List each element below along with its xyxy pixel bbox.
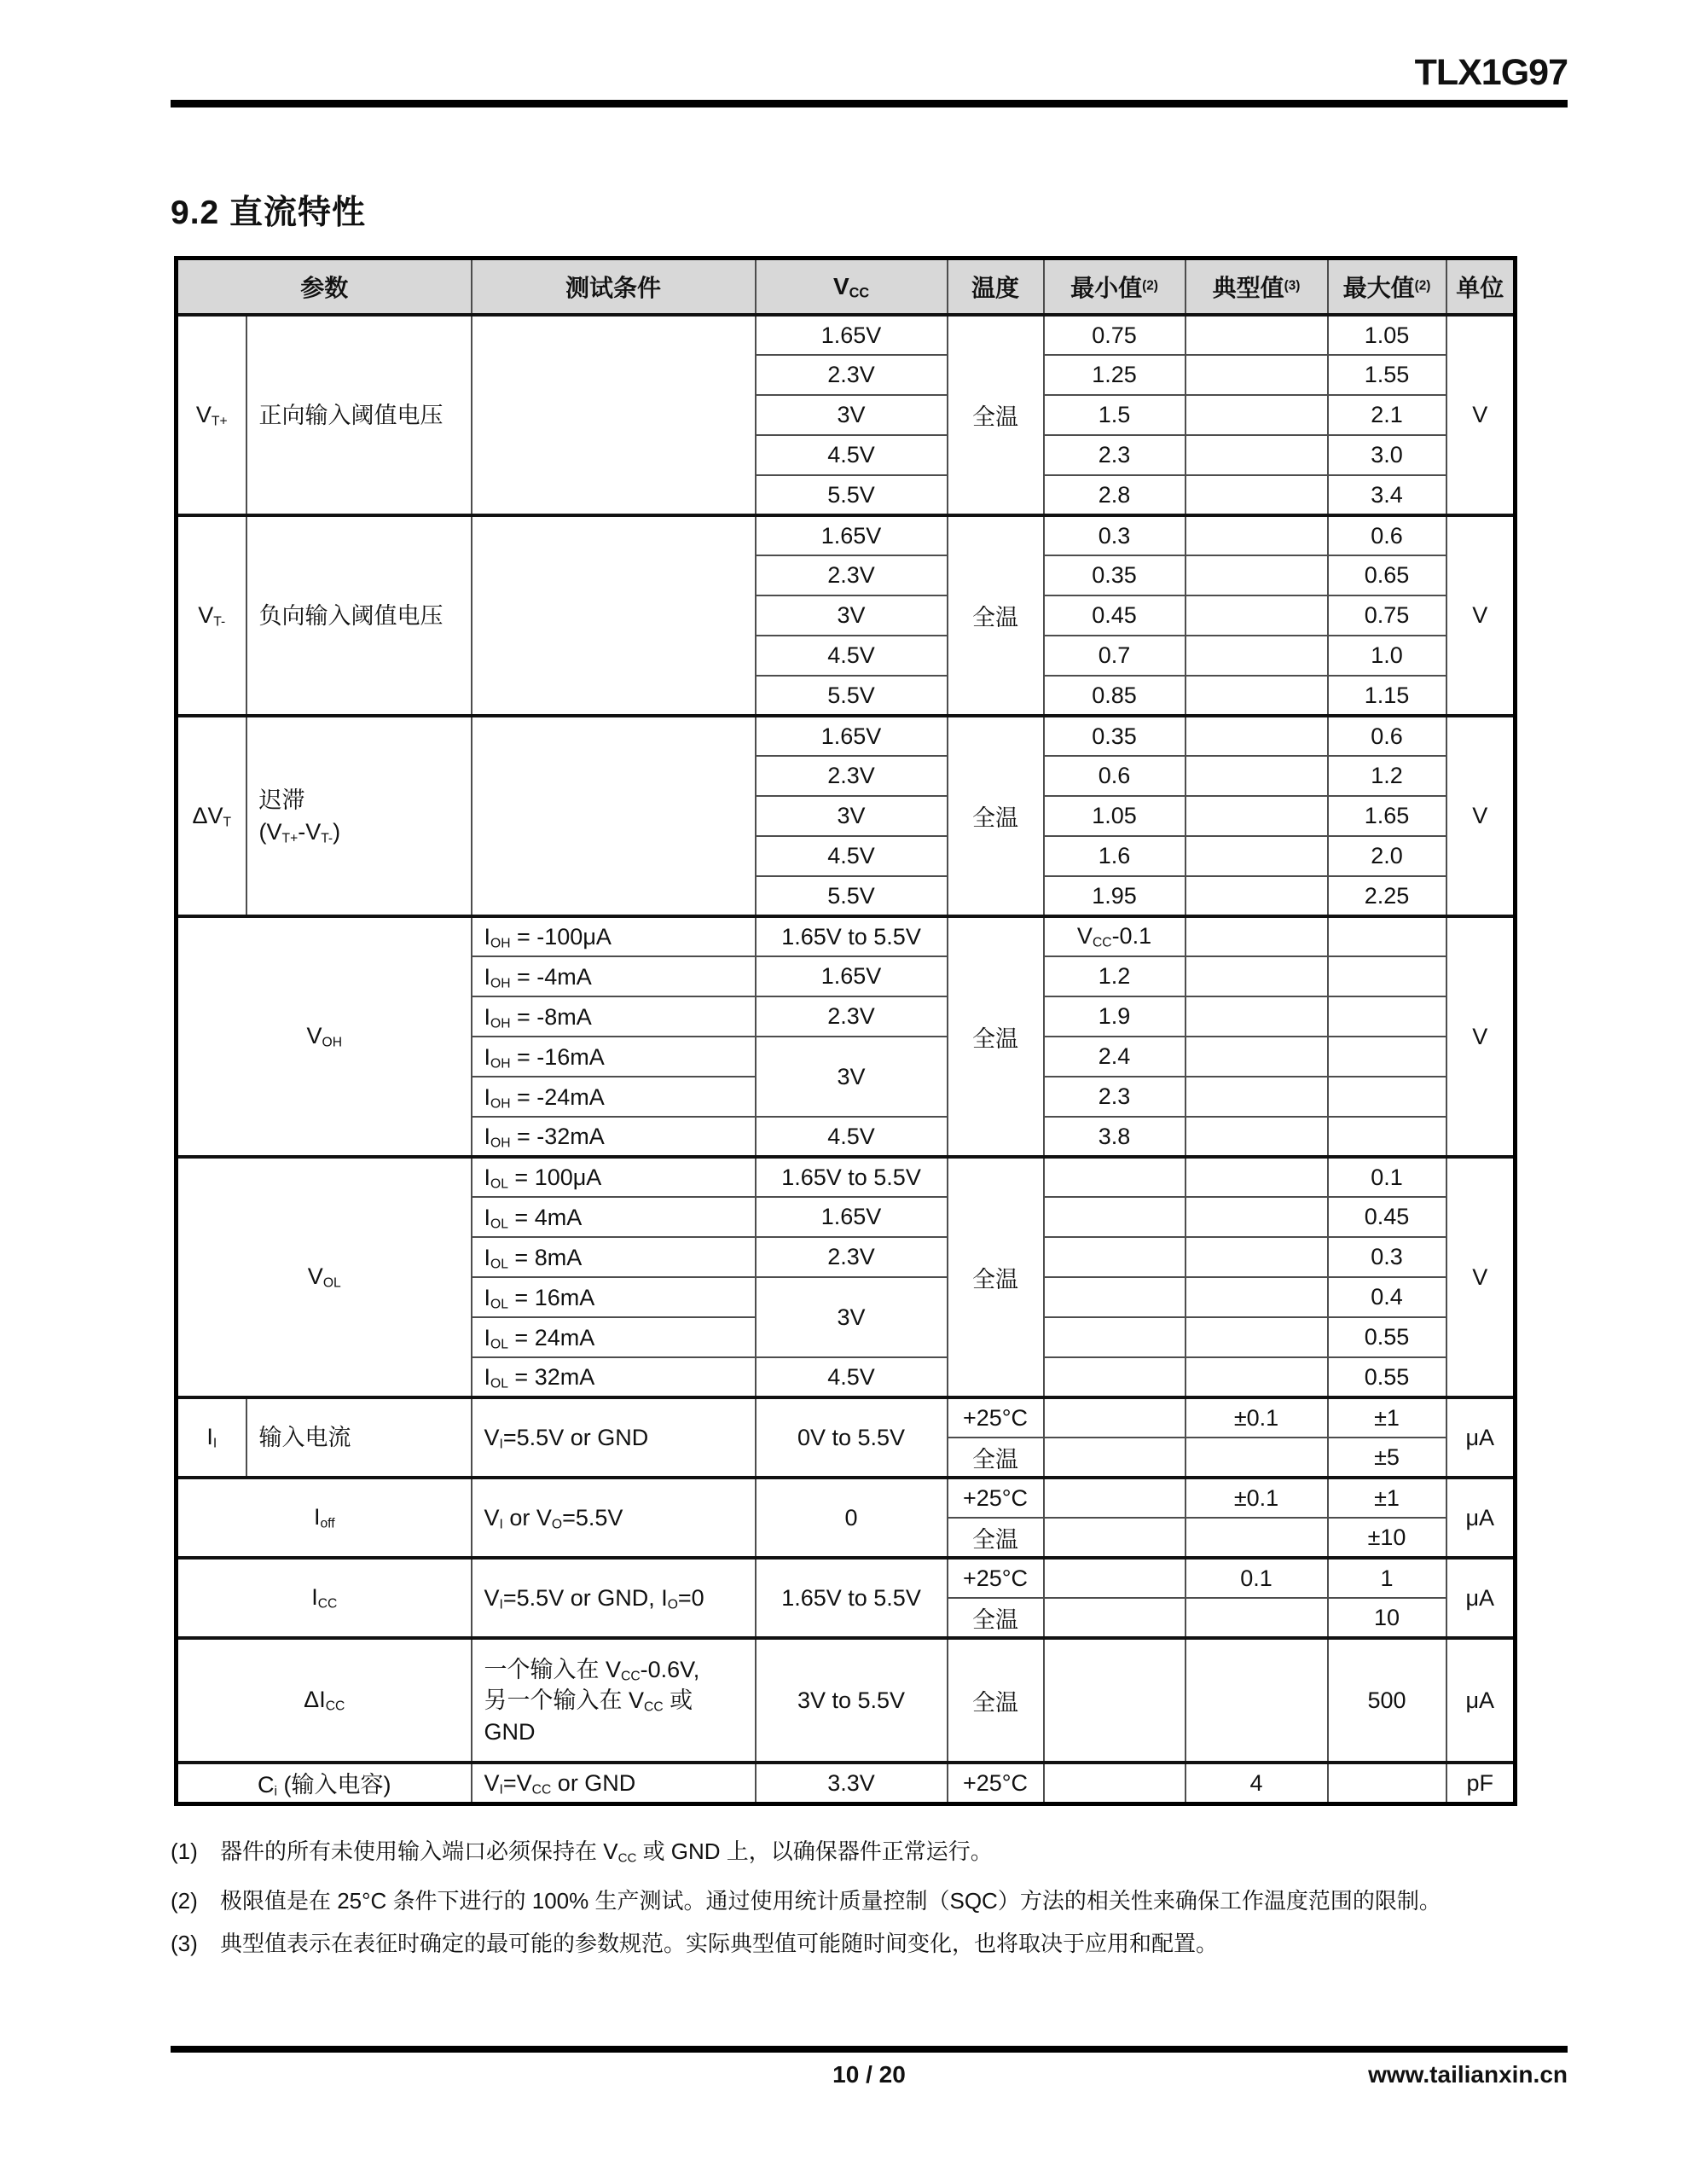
table-cell <box>1186 1157 1328 1197</box>
table-cell <box>1328 1117 1446 1157</box>
table-cell: ±1 <box>1328 1478 1446 1518</box>
table-cell: 一个输入在 $V_{CC}-0.6V$, 另一个输入在 $V_{CC}$ 或 GND <box>472 1638 756 1763</box>
table-cell <box>472 716 756 916</box>
table-cell: 0.6 <box>1328 716 1446 756</box>
table-cell <box>1186 756 1328 796</box>
table-cell: 3.8 <box>1044 1117 1186 1157</box>
table-cell: 0.6 <box>1044 756 1186 796</box>
table-row <box>177 1397 1516 1438</box>
table-row <box>177 1478 1516 1518</box>
table-row <box>177 1157 1516 1197</box>
table-cell: 1.65V to 5.5V <box>756 916 948 956</box>
table-cell: 2.4 <box>1044 1037 1186 1077</box>
table-cell: 1.65V to 5.5V <box>756 1157 948 1197</box>
table-cell: 0.35 <box>1044 555 1186 595</box>
table-wrapper <box>174 256 1687 1805</box>
table-cell: μA <box>1446 1397 1516 1478</box>
table-cell: $I_{OH} = -24mA$ <box>472 1077 756 1117</box>
table-cell: V <box>1446 916 1516 1157</box>
table-cell: ±10 <box>1328 1518 1446 1558</box>
table-cell <box>1186 916 1328 956</box>
table-cell: 1.65V <box>756 1197 948 1237</box>
table-cell: $\Delta I_{CC}$ <box>177 1638 472 1763</box>
table-cell: 3V to 5.5V <box>756 1638 948 1763</box>
table-cell: $I_{CC}$ <box>177 1558 472 1638</box>
table-cell: 2.3V <box>756 555 948 595</box>
table-cell: $I_{OH} = -8mA$ <box>472 996 756 1037</box>
table-row <box>177 1638 1516 1763</box>
table-cell <box>1328 1077 1446 1117</box>
website-text: www.tailianxin.cn <box>1368 2061 1568 2088</box>
table-cell <box>1328 916 1446 956</box>
table-cell: 1.0 <box>1328 636 1446 676</box>
table-cell: 5.5V <box>756 676 948 716</box>
table-body <box>177 315 1516 1804</box>
table-cell <box>1044 1397 1186 1438</box>
table-cell: 2.3 <box>1044 435 1186 475</box>
table-cell <box>1044 1438 1186 1478</box>
table-cell <box>1328 956 1446 996</box>
table-cell: 0.45 <box>1328 1197 1446 1237</box>
table-cell: 1.05 <box>1328 315 1446 355</box>
table-cell: $V_{OL}$ <box>177 1157 472 1397</box>
table-cell: 4.5V <box>756 1357 948 1397</box>
table-cell: $V_{T+}$ <box>177 315 246 515</box>
table-cell: V <box>1446 315 1516 515</box>
table-cell <box>1186 435 1328 475</box>
section-title: 9.2 直流特性 <box>171 195 367 232</box>
table-cell: 0.7 <box>1044 636 1186 676</box>
table-cell: +25°C <box>948 1558 1044 1598</box>
table-cell: $V_{OH}$ <box>177 916 472 1157</box>
table-cell <box>1186 1438 1328 1478</box>
table-cell <box>1044 1478 1186 1518</box>
table-cell: 全温 <box>948 515 1044 716</box>
table-cell: 3.0 <box>1328 435 1446 475</box>
table-cell: 1.65V <box>756 515 948 555</box>
table-cell <box>1186 1077 1328 1117</box>
table-cell: $V_I=5.5V$ or GND, $I_O=0$ <box>472 1558 756 1638</box>
table-cell: $I_{OL} = 4mA$ <box>472 1197 756 1237</box>
table-cell: 4.5V <box>756 636 948 676</box>
table-cell: $I_{OL} = 24mA$ <box>472 1317 756 1357</box>
table-cell <box>1186 1237 1328 1277</box>
table-cell: 3V <box>756 595 948 636</box>
table-row <box>177 515 1516 555</box>
table-cell <box>1186 555 1328 595</box>
footnote-text: 典型值表示在表征时确定的最可能的参数规范。实际典型值可能随时间变化，也将取决于应用和配置。 <box>220 1931 1219 1957</box>
table-cell: 10 <box>1328 1598 1446 1638</box>
table-cell: 0.75 <box>1044 315 1186 355</box>
table-cell: 1.5 <box>1044 395 1186 435</box>
table-cell: ±0.1 <box>1186 1397 1328 1438</box>
table-cell: 4.5V <box>756 435 948 475</box>
table-cell <box>1186 595 1328 636</box>
table-cell: 5.5V <box>756 475 948 515</box>
table-cell: 5.5V <box>756 876 948 916</box>
table-cell: μA <box>1446 1638 1516 1763</box>
table-cell: 1.65V <box>756 956 948 996</box>
table-cell: $I_{OH} = -100\mu A$ <box>472 916 756 956</box>
table-cell <box>1186 355 1328 395</box>
table-cell: 0.3 <box>1328 1237 1446 1277</box>
table-cell <box>1044 1558 1186 1598</box>
table-cell: ±0.1 <box>1186 1478 1328 1518</box>
header-rule <box>171 100 1568 107</box>
table-cell: 0 <box>756 1478 948 1558</box>
table-cell <box>1186 956 1328 996</box>
footnote <box>171 1879 1636 1922</box>
column-header: 最小值$^{(2)}$ <box>1044 258 1186 316</box>
table-row <box>177 315 1516 355</box>
table-cell: 0.1 <box>1328 1157 1446 1197</box>
table-cell: 3V <box>756 796 948 836</box>
footnote <box>171 1922 1636 1965</box>
table-cell: μA <box>1446 1478 1516 1558</box>
column-header: $V_{CC}$ <box>756 258 948 316</box>
table-cell: 0.55 <box>1328 1357 1446 1397</box>
table-cell: 1.95 <box>1044 876 1186 916</box>
table-cell: 2.25 <box>1328 876 1446 916</box>
table-cell <box>1186 1638 1328 1763</box>
table-cell: 2.3V <box>756 996 948 1037</box>
table-cell: 负向输入阈值电压 <box>246 515 472 716</box>
table-cell <box>1044 1317 1186 1357</box>
column-header: 温度 <box>948 258 1044 316</box>
table-cell: 1.05 <box>1044 796 1186 836</box>
table-cell: 1.65 <box>1328 796 1446 836</box>
dc-characteristics-table <box>174 256 1517 1805</box>
document-number: TLX1G97 <box>1414 52 1568 93</box>
table-cell: 0.55 <box>1328 1317 1446 1357</box>
table-cell: $I_{OL} = 32mA$ <box>472 1357 756 1397</box>
table-cell <box>1044 1157 1186 1197</box>
table-cell: 0.3 <box>1044 515 1186 555</box>
column-header: 参数 <box>177 258 472 316</box>
table-cell: 4.5V <box>756 1117 948 1157</box>
table-cell: 全温 <box>948 1638 1044 1763</box>
table-cell: 1.6 <box>1044 836 1186 876</box>
table-cell <box>1044 1638 1186 1763</box>
table-cell: +25°C <box>948 1478 1044 1518</box>
table-cell: $I_{OH} = -4mA$ <box>472 956 756 996</box>
table-cell <box>1186 475 1328 515</box>
table-cell <box>1186 796 1328 836</box>
table-cell: $V_I=5.5V$ or GND <box>472 1397 756 1478</box>
table-cell: pF <box>1446 1763 1516 1804</box>
table-cell: 0.1 <box>1186 1558 1328 1598</box>
page-indicator: 10 / 20 <box>832 2061 906 2088</box>
table-cell: $I_{OH} = -32mA$ <box>472 1117 756 1157</box>
table-cell: 3.3V <box>756 1763 948 1804</box>
table-cell <box>1044 1197 1186 1237</box>
table-cell <box>1186 1117 1328 1157</box>
table-cell <box>1186 876 1328 916</box>
table-cell: 输入电流 <box>246 1397 472 1478</box>
table-cell: 2.0 <box>1328 836 1446 876</box>
table-row <box>177 916 1516 956</box>
table-cell: 1.2 <box>1044 956 1186 996</box>
table-cell <box>1186 676 1328 716</box>
table-cell: $V_{CC}-0.1$ <box>1044 916 1186 956</box>
table-header-row <box>177 258 1516 316</box>
table-cell <box>1186 636 1328 676</box>
table-cell <box>1186 1197 1328 1237</box>
table-cell: 1.2 <box>1328 756 1446 796</box>
table-cell: 0.85 <box>1044 676 1186 716</box>
table-cell <box>1186 515 1328 555</box>
table-cell: 全温 <box>948 1598 1044 1638</box>
table-cell: +25°C <box>948 1763 1044 1804</box>
table-cell <box>472 515 756 716</box>
table-cell: 迟滞 $(V_{T+}-V_{T-})$ <box>246 716 472 916</box>
table-row <box>177 716 1516 756</box>
table-cell: 1.65V <box>756 315 948 355</box>
table-cell <box>1044 1763 1186 1804</box>
table-cell <box>1186 1317 1328 1357</box>
table-cell <box>472 315 756 515</box>
table-cell: 2.3V <box>756 756 948 796</box>
table-cell: 全温 <box>948 916 1044 1157</box>
table-cell: 2.3 <box>1044 1077 1186 1117</box>
footnote-text: 器件的所有未使用输入端口必须保持在 $V_{CC}$ 或 GND 上，以确保器件正常运行。 <box>220 1838 993 1866</box>
table-cell: 1.55 <box>1328 355 1446 395</box>
table-cell: 500 <box>1328 1638 1446 1763</box>
page-footer <box>171 2046 1568 2095</box>
table-cell: $I_{off}$ <box>177 1478 472 1558</box>
table-cell: 4.5V <box>756 836 948 876</box>
table-cell: 全温 <box>948 1518 1044 1558</box>
table-cell: $I_{OL} = 8mA$ <box>472 1237 756 1277</box>
table-cell <box>1186 716 1328 756</box>
table-cell: 1.65V to 5.5V <box>756 1558 948 1638</box>
footnote-number: (2) <box>171 1888 198 1914</box>
table-cell <box>1044 1518 1186 1558</box>
table-cell: 2.3V <box>756 1237 948 1277</box>
table-cell: 1.25 <box>1044 355 1186 395</box>
table-cell: 1.9 <box>1044 996 1186 1037</box>
table-cell: 4 <box>1186 1763 1328 1804</box>
table-cell: 3V <box>756 1277 948 1357</box>
table-cell: 0.45 <box>1044 595 1186 636</box>
table-cell: V <box>1446 716 1516 916</box>
footnote-number: (1) <box>171 1838 198 1864</box>
table-cell: 2.1 <box>1328 395 1446 435</box>
table-cell: 3V <box>756 1037 948 1117</box>
table-cell: 全温 <box>948 315 1044 515</box>
table-cell: $\Delta V_T$ <box>177 716 246 916</box>
table-cell: V <box>1446 1157 1516 1397</box>
footnote-number: (3) <box>171 1931 198 1957</box>
table-cell: 0.65 <box>1328 555 1446 595</box>
table-header <box>177 258 1516 316</box>
table-cell: 0.6 <box>1328 515 1446 555</box>
table-cell: 3V <box>756 395 948 435</box>
table-cell: 2.8 <box>1044 475 1186 515</box>
table-cell: 全温 <box>948 1438 1044 1478</box>
footnotes <box>171 1830 1636 1965</box>
table-cell: $V_I=V_{CC}$ or GND <box>472 1763 756 1804</box>
table-cell: $I_{OL} = 16mA$ <box>472 1277 756 1317</box>
table-row <box>177 1558 1516 1598</box>
table-cell: 1.15 <box>1328 676 1446 716</box>
table-cell <box>1328 996 1446 1037</box>
table-cell: 正向输入阈值电压 <box>246 315 472 515</box>
table-cell <box>1044 1357 1186 1397</box>
table-cell <box>1186 1518 1328 1558</box>
table-cell <box>1328 1037 1446 1077</box>
table-cell: ±5 <box>1328 1438 1446 1478</box>
table-cell <box>1186 996 1328 1037</box>
column-header: 最大值$^{(2)}$ <box>1328 258 1446 316</box>
table-cell <box>1044 1237 1186 1277</box>
table-cell <box>1186 836 1328 876</box>
table-cell <box>1186 1277 1328 1317</box>
table-cell: $I_{OH} = -16mA$ <box>472 1037 756 1077</box>
table-cell: 0.35 <box>1044 716 1186 756</box>
table-cell: +25°C <box>948 1397 1044 1438</box>
table-cell: $I_{OL} = 100\mu A$ <box>472 1157 756 1197</box>
footnote-text: 极限值是在 25°C 条件下进行的 100% 生产测试。通过使用统计质量控制（SQC）方法的相关性来确保工作温度范围的限制。 <box>220 1888 1441 1914</box>
table-cell: 0V to 5.5V <box>756 1397 948 1478</box>
table-cell <box>1328 1763 1446 1804</box>
page-header <box>171 0 1568 107</box>
table-cell <box>1186 1357 1328 1397</box>
table-cell: μA <box>1446 1558 1516 1638</box>
table-cell: V <box>1446 515 1516 716</box>
table-cell: 全温 <box>948 716 1044 916</box>
table-cell: $V_{T-}$ <box>177 515 246 716</box>
table-cell: 0.4 <box>1328 1277 1446 1317</box>
column-header: 测试条件 <box>472 258 756 316</box>
table-cell: 全温 <box>948 1157 1044 1397</box>
table-cell <box>1186 315 1328 355</box>
table-cell: 3.4 <box>1328 475 1446 515</box>
table-cell <box>1044 1598 1186 1638</box>
footnote <box>171 1830 1636 1879</box>
table-cell: 1.65V <box>756 716 948 756</box>
table-row <box>177 1763 1516 1804</box>
column-header: 典型值$^{(3)}$ <box>1186 258 1328 316</box>
table-cell: 0.75 <box>1328 595 1446 636</box>
table-cell: $C_i$ (输入电容) <box>177 1763 472 1804</box>
table-cell: 2.3V <box>756 355 948 395</box>
table-cell: $I_I$ <box>177 1397 246 1478</box>
footer-rule <box>171 2046 1568 2053</box>
table-cell <box>1186 1598 1328 1638</box>
table-cell <box>1186 395 1328 435</box>
column-header: 单位 <box>1446 258 1516 316</box>
table-cell <box>1186 1037 1328 1077</box>
table-cell: ±1 <box>1328 1397 1446 1438</box>
table-cell: 1 <box>1328 1558 1446 1598</box>
table-cell: $V_I$ or $V_O=5.5V$ <box>472 1478 756 1558</box>
table-cell <box>1044 1277 1186 1317</box>
